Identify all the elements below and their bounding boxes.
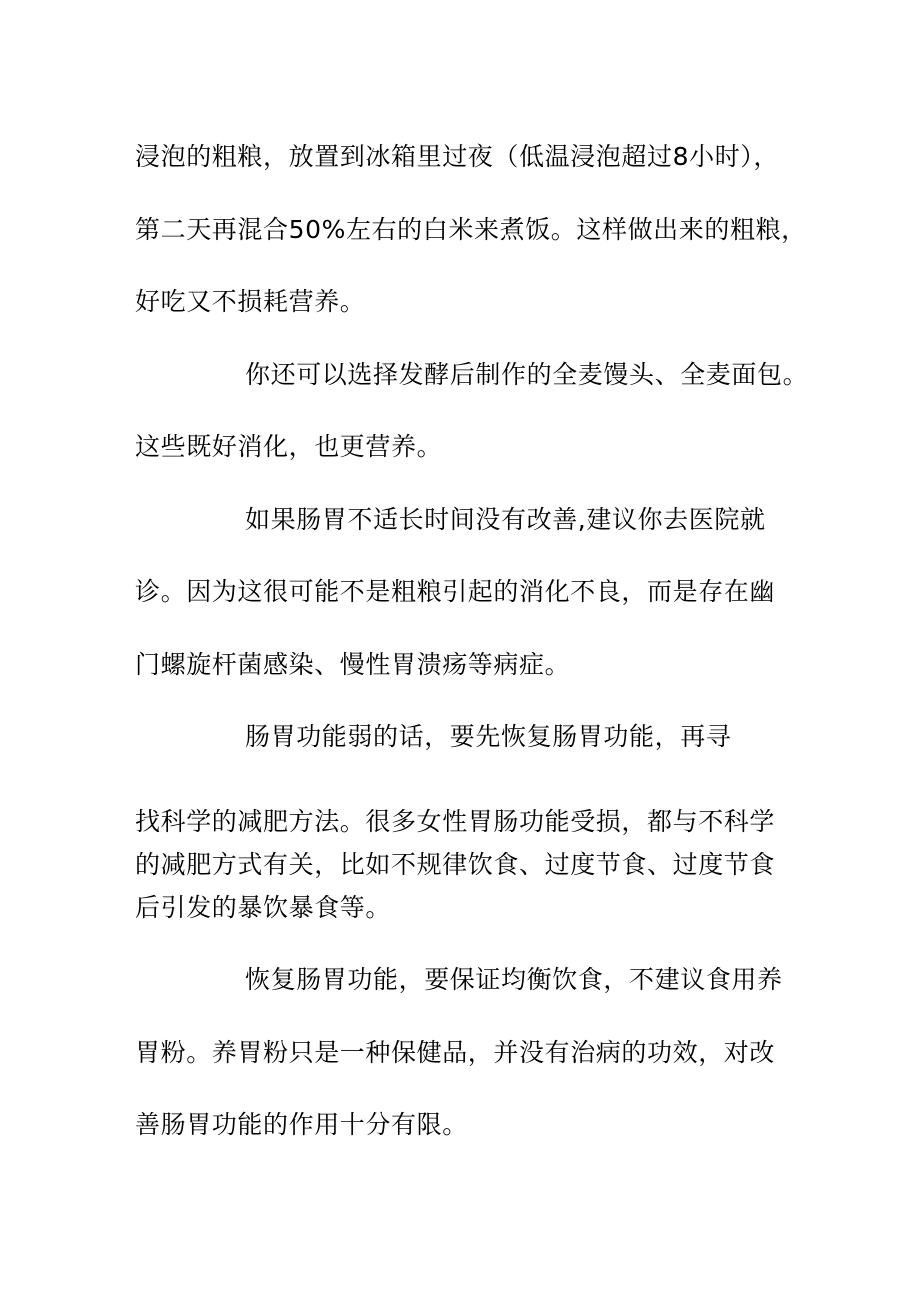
text-line: 门螺旋杆菌感染、慢性胃溃疡等病症。: [135, 650, 571, 679]
text-line: 这些既好消化，也更营养。: [135, 432, 443, 461]
text-line: 肠胃功能弱的话，要先恢复肠胃功能，再寻: [245, 722, 732, 751]
text-line: 胃粉。养胃粉只是一种保健品，并没有治病的功效，对改: [135, 1038, 776, 1067]
text-line: 找科学的减肥方法。很多女性胃肠功能受损，都与不科学: [135, 807, 776, 836]
text-line: 好吃又不损耗营养。: [135, 287, 366, 316]
text-line: 浸泡的粗粮，放置到冰箱里过夜（低温浸泡超过8小时），: [135, 142, 780, 171]
text-line: 恢复肠胃功能，要保证均衡饮食，不建议食用养: [245, 965, 783, 994]
text-line: 如果肠胃不适长时间没有改善,建议你去医院就: [245, 505, 766, 534]
text-line: 你还可以选择发酵后制作的全麦馒头、全麦面包。: [245, 360, 809, 389]
text-line: 的减肥方式有关，比如不规律饮食、过度节食、过度节食: [135, 850, 776, 879]
text-line: 善肠胃功能的作用十分有限。: [135, 1110, 468, 1139]
text-line: 后引发的暴饮暴食等。: [135, 893, 392, 922]
text-line: 第二天再混合50%左右的白米来煮饭。这样做出来的粗粮，: [135, 215, 807, 244]
text-line: 诊。因为这很可能不是粗粮引起的消化不良，而是存在幽: [135, 577, 776, 606]
